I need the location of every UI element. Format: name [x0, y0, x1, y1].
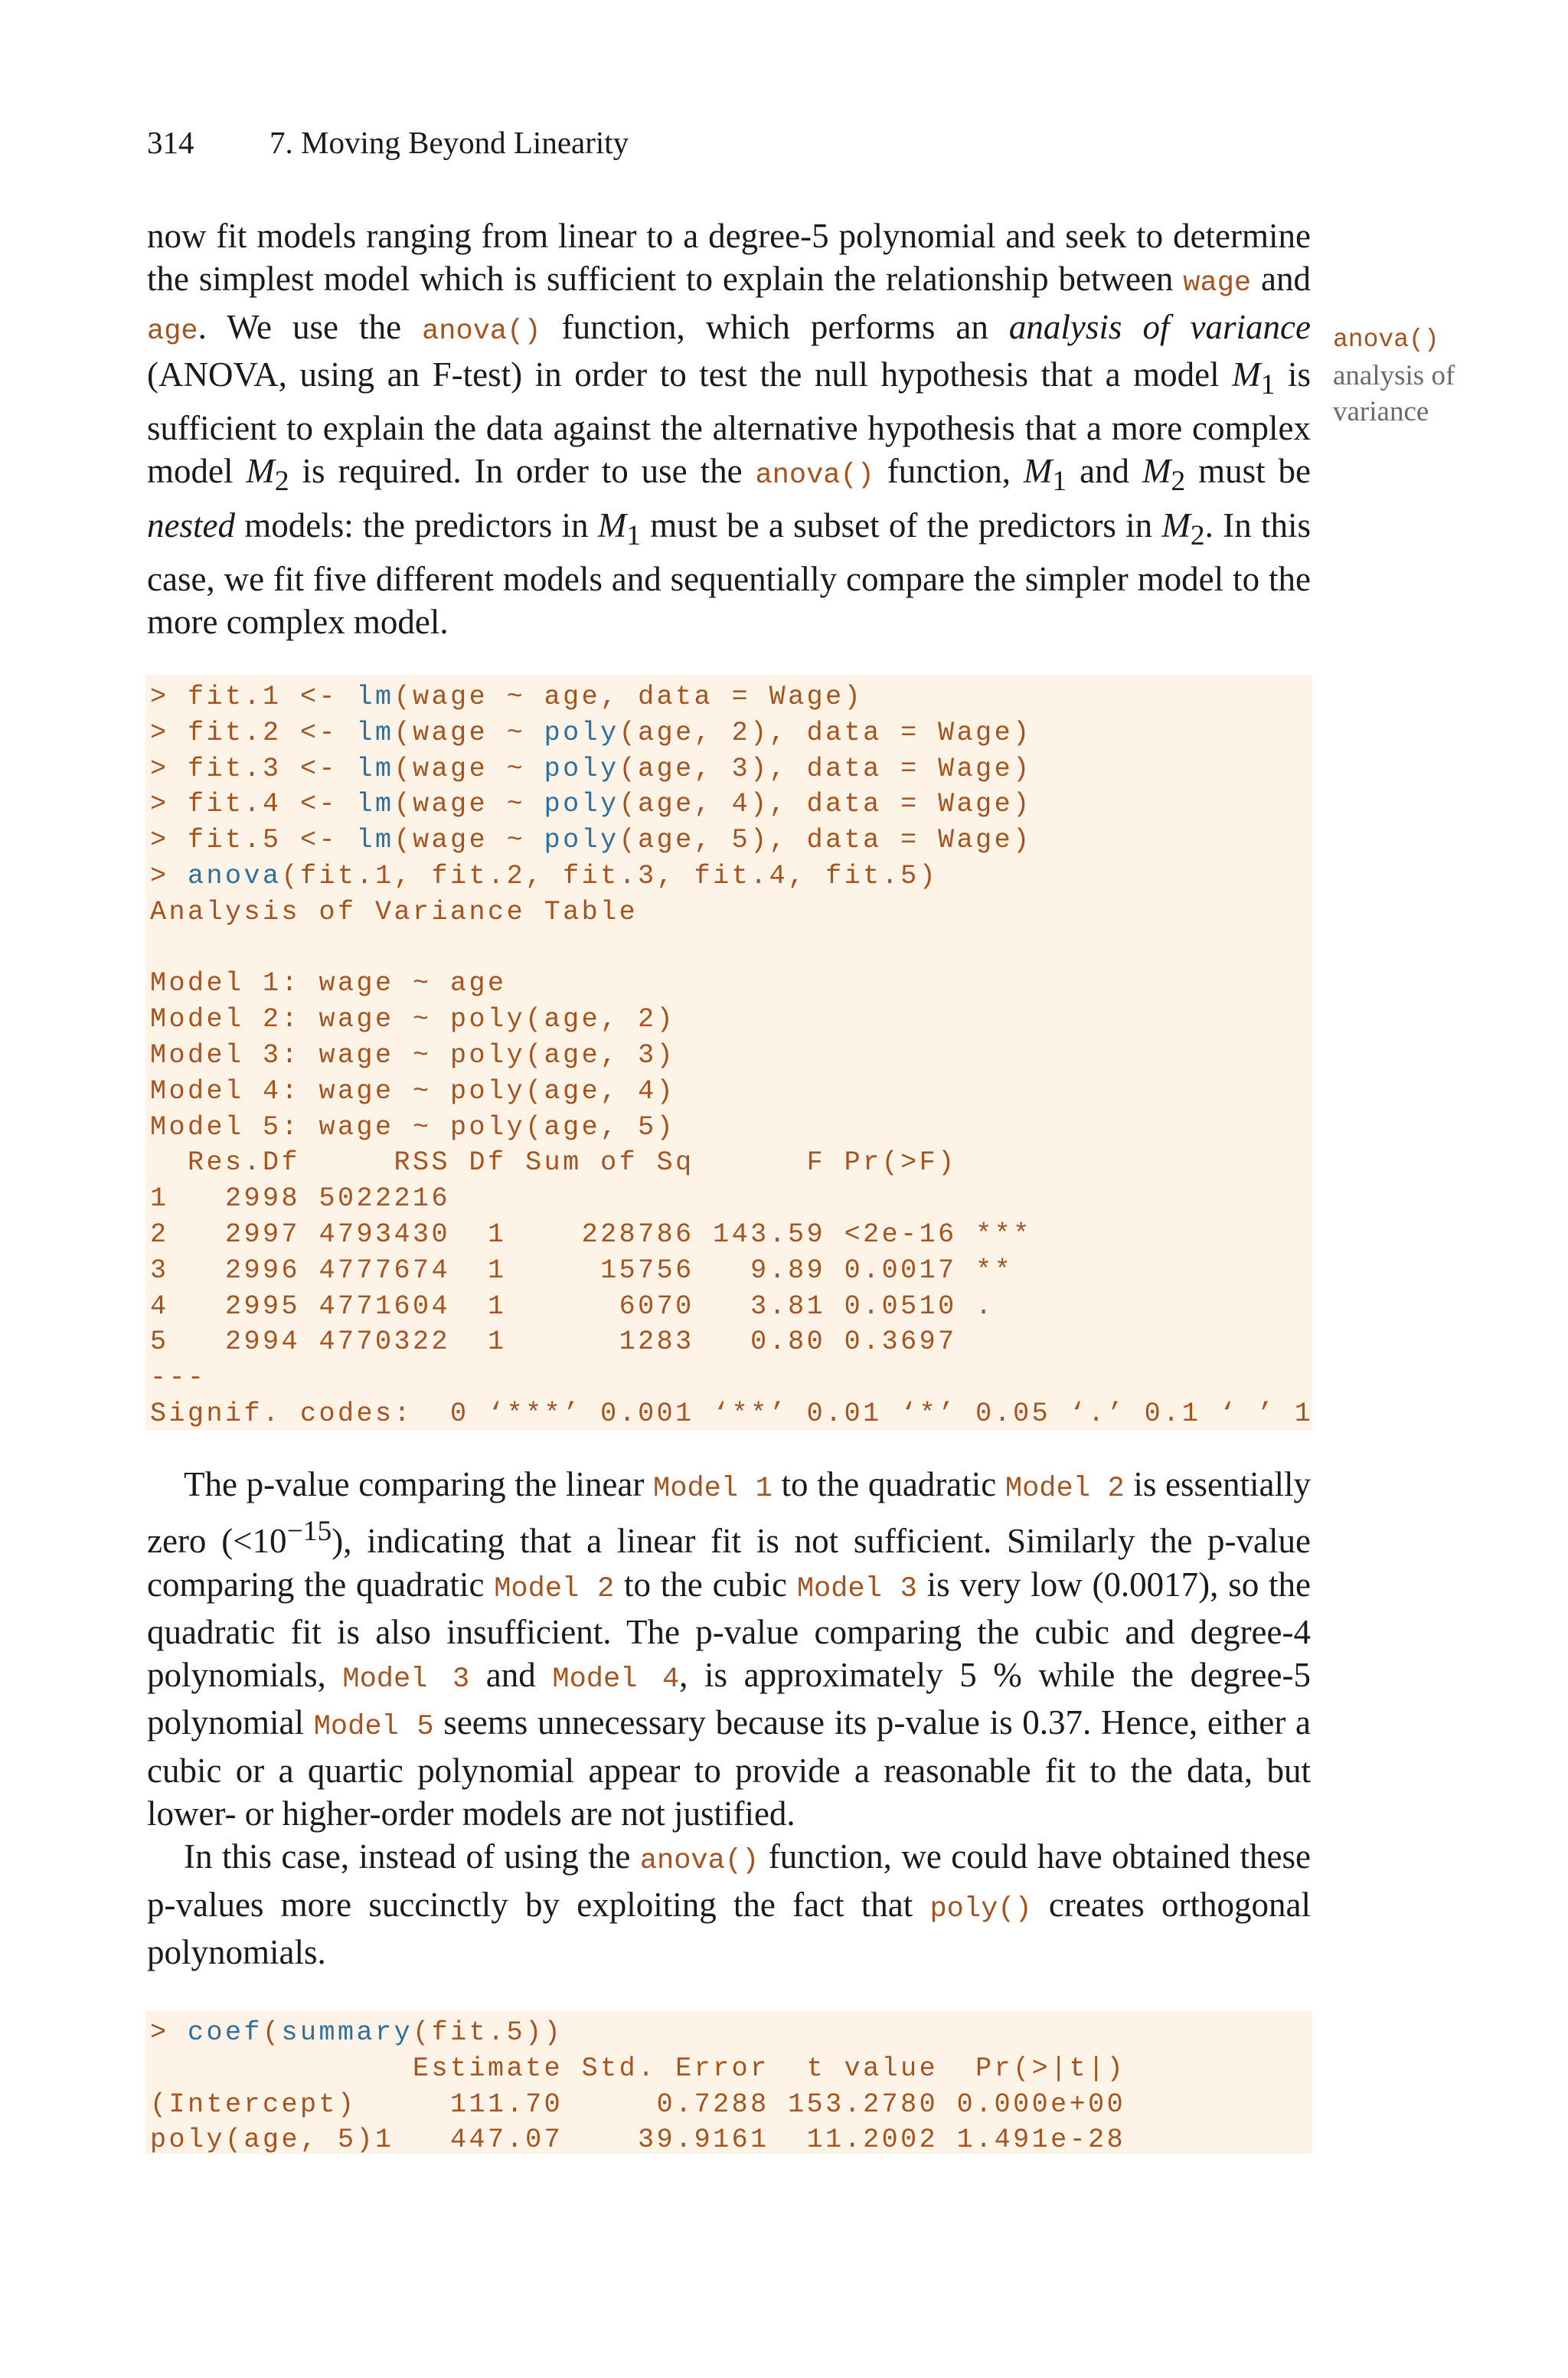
margin-function-name: anova(): [1333, 325, 1439, 354]
output-line: ---: [150, 1362, 207, 1394]
output-line: Analysis of Variance Table: [150, 896, 639, 927]
inline-code-anova: anova(): [639, 1845, 760, 1878]
inline-code-model: Model 4: [552, 1663, 680, 1696]
inline-code-age: age: [147, 315, 198, 348]
output-line: Model 5: wage ~ poly(age, 5): [150, 1111, 676, 1143]
emphasis-term: analysis of variance: [1008, 307, 1311, 346]
inline-code-model: Model 1: [653, 1473, 773, 1505]
emphasis-term: nested: [147, 505, 235, 545]
model-symbol: M: [1232, 355, 1261, 394]
margin-term: analysis of: [1333, 360, 1455, 391]
model-symbol: M: [246, 452, 275, 491]
output-line: 1 2998 5022216: [150, 1183, 451, 1215]
inline-code-model: Model 3: [796, 1572, 917, 1605]
page-number: 314: [147, 125, 194, 160]
paragraph-discussion: [147, 1463, 1311, 1974]
model-symbol: M: [1023, 452, 1053, 491]
paragraph-text: The p-value comparing the linear Model 1 to the quadratic Model 2 is essentially zero $(<10^{-15})$, indicating that a linear fit is not sufficient. Similarly the p-value comparing the quadratic Model 2 to the cubic Model 3 is very low (0.0017), so the quadratic fit is also insufficient. The p-value comparing the cubic and degree-4 polynomials, Model 3 and Model 4, is approximately 5 % while the degree-5 polynomial Model 5 seems unnecessary because its p-value is 0.37. Hence, either a cubic or a quartic polynomial appear to provide a reasonable fit to the data, but lower- or higher-order models are not justified.: [147, 1465, 1312, 1833]
code-line: > anova(fit.1, fit.2, fit.3, fit.4, fit.5): [150, 860, 939, 891]
output-line: (Intercept) 111.70 0.7288 153.2780 0.000e+00: [150, 2089, 1126, 2120]
code-line: > fit.5 <- lm(wage ~ poly(age, 5), data = Wage): [150, 825, 1032, 856]
output-line: Model 3: wage ~ poly(age, 3): [150, 1039, 676, 1071]
output-line: Model 2: wage ~ poly(age, 2): [150, 1004, 676, 1035]
code-line: > coef(summary(fit.5)): [150, 2017, 564, 2048]
output-line: Estimate Std. Error t value Pr(>|t|): [150, 2053, 1126, 2084]
output-line: Res.Df RSS Df Sum of Sq F Pr(>F): [150, 1147, 957, 1179]
model-symbol: M: [1142, 452, 1171, 491]
code-line: > fit.3 <- lm(wage ~ poly(age, 3), data = Wage): [150, 753, 1032, 784]
code-block-anova: [145, 675, 1312, 1431]
code-block-coef: [145, 2011, 1312, 2154]
output-line: Model 1: wage ~ age: [150, 968, 507, 999]
output-line: Signif. codes: 0 ‘***’ 0.001 ‘**’ 0.01 ‘*’ 0.05 ‘.’ 0.1 ‘ ’ 1: [150, 1398, 1314, 1429]
output-line: 5 2994 4770322 1 1283 0.80 0.3697: [150, 1326, 957, 1358]
paragraph-anova-intro: [147, 214, 1311, 644]
inline-code-model: Model 3: [342, 1663, 470, 1696]
model-symbol: M: [1161, 505, 1191, 545]
code-line: > fit.2 <- lm(wage ~ poly(age, 2), data = Wage): [150, 717, 1032, 748]
inline-code-anova: anova(): [422, 315, 541, 348]
output-line: 2 2997 4793430 1 228786 143.59 <2e-16 ***: [150, 1218, 1032, 1250]
output-line: 3 2996 4777674 1 15756 9.89 0.0017 **: [150, 1254, 1014, 1286]
paragraph-text: now fit models ranging from linear to a degree-5 polynomial and seek to determine the simplest model which is sufficient to explain the relationship between wage and age. We use the anova() function, which performs an analysis of variance (ANOVA, using an F-test) in order to test the null hypothesis that a model $M_1$ is sufficient to explain the data against the alternative hypothesis that a more complex model $M_2$ is required. In order to use the anova() function, $M_1$ and $M_2$ must be nested models: the predictors in $M_1$ must be a subset of the predictors in $M_2$. In this case, we fit five different models and sequentially compare the simpler model to the more complex model.: [147, 217, 1312, 642]
running-header: [147, 124, 629, 161]
output-line: 4 2995 4771604 1 6070 3.81 0.0510 .: [150, 1290, 995, 1322]
inline-code-poly: poly(): [929, 1892, 1032, 1925]
inline-code-model: Model 2: [494, 1572, 615, 1605]
margin-note-anova: [1333, 322, 1455, 430]
output-line: [150, 931, 1312, 967]
inline-code-model: Model 2: [1004, 1473, 1125, 1505]
inline-code-anova: anova(): [755, 460, 874, 492]
output-line: Model 4: wage ~ poly(age, 4): [150, 1075, 676, 1107]
code-line: > fit.1 <- lm(wage ~ age, data = Wage): [150, 682, 864, 712]
margin-term: variance: [1333, 396, 1429, 427]
inline-code-wage: wage: [1183, 267, 1252, 300]
inline-code-model: Model 5: [313, 1711, 434, 1744]
code-line: > fit.4 <- lm(wage ~ poly(age, 4), data = Wage): [150, 789, 1032, 820]
output-line: poly(age, 5)1 447.07 39.9161 11.2002 1.491e-28: [150, 2124, 1126, 2156]
paragraph-text: In this case, instead of using the anova() function, we could have obtained these p-values more succinctly by exploiting the fact that poly() creates orthogonal polynomials.: [147, 1837, 1311, 1971]
model-symbol: M: [597, 505, 627, 545]
chapter-title: 7. Moving Beyond Linearity: [270, 125, 629, 160]
